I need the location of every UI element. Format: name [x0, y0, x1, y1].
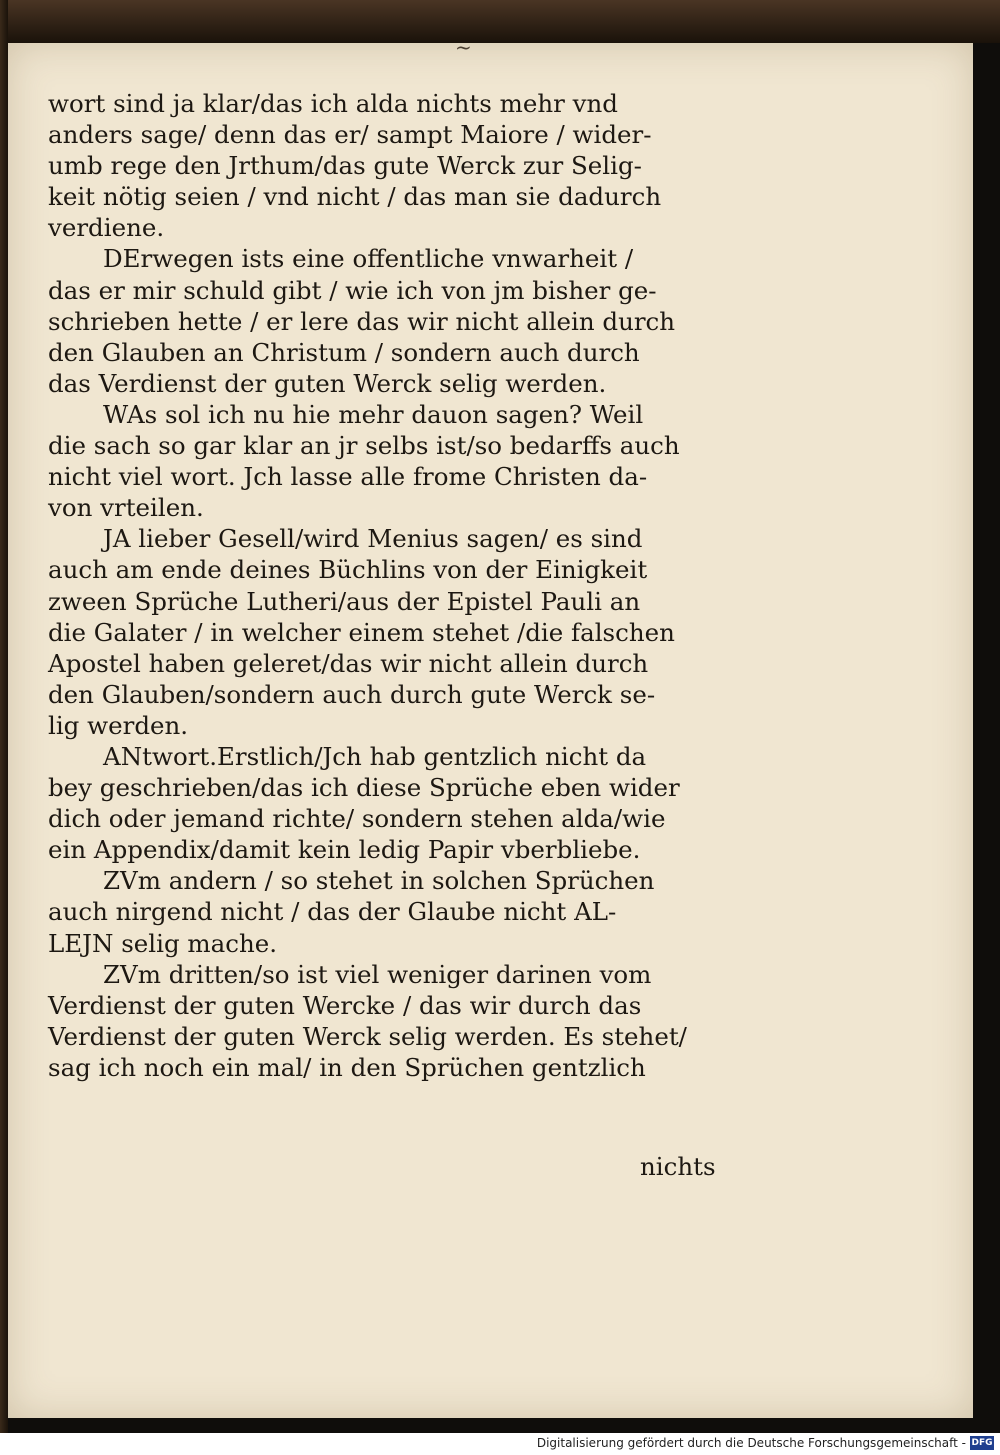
- text-line: das Verdienst der guten Werck selig werden.: [48, 368, 607, 398]
- book-top-edge: [8, 0, 1000, 43]
- text-line: den Glauben/sondern auch durch gute Werck se-: [48, 679, 656, 709]
- text-line: bey geschrieben/das ich diese Sprüche eben wider: [48, 773, 680, 803]
- text-line: das er mir schuld gibt / wie ich von jm bisher ge-: [48, 275, 657, 305]
- text-line: WAs sol ich nu hie mehr dauon sagen? Weil: [103, 399, 644, 429]
- text-line: verdiene.: [48, 213, 165, 243]
- text-line: die sach so gar klar an jr selbs ist/so bedarffs auch: [48, 431, 680, 461]
- text-line: ZVm dritten/so ist viel weniger darinen vom: [103, 959, 652, 989]
- text-line: sag ich noch ein mal/ in den Sprüchen gentzlich: [48, 1052, 646, 1082]
- text-line: Verdienst der guten Wercke / das wir durch das: [48, 990, 642, 1020]
- text-line: auch am ende deines Büchlins von der Einigkeit: [48, 555, 648, 585]
- text-line: lig werden.: [48, 710, 189, 740]
- footer-credit: Digitalisierung gefördert durch die Deutsche Forschungsgemeinschaft -: [536, 1436, 966, 1450]
- text-line: JA lieber Gesell/wird Menius sagen/ es sind: [103, 524, 643, 554]
- page-text-block: [48, 88, 748, 1083]
- text-line: Apostel haben geleret/das wir nicht allein durch: [48, 648, 649, 678]
- text-line: LEJN selig mache.: [48, 928, 278, 958]
- text-line: den Glauben an Christum / sondern auch durch: [48, 337, 640, 367]
- text-line: die Galater / in welcher einem stehet /die falschen: [48, 617, 675, 647]
- text-line: umb rege den Jrthum/das gute Werck zur Selig-: [48, 151, 642, 181]
- text-line: keit nötig seien / vnd nicht / das man sie dadurch: [48, 182, 662, 212]
- text-line: ANtwort.Erstlich/Jch hab gentzlich nicht da: [103, 741, 647, 771]
- text-line: ein Appendix/damit kein ledig Papir vberbliebe.: [48, 835, 641, 865]
- dfg-logo: DFG: [971, 1438, 993, 1448]
- text-line: auch nirgend nicht / das der Glaube nicht AL-: [48, 897, 617, 927]
- text-line: wort sind ja klar/das ich alda nichts mehr vnd: [48, 89, 618, 118]
- book-spine: [0, 0, 8, 1455]
- page-head-mark: ~: [455, 35, 472, 59]
- catchword: nichts: [640, 1152, 716, 1181]
- text-line: von vrteilen.: [48, 493, 204, 523]
- text-line: Verdienst der guten Werck selig werden. Es stehet/: [48, 1021, 687, 1051]
- text-line: nicht viel wort. Jch lasse alle frome Christen da-: [48, 462, 648, 492]
- text-line: schrieben hette / er lere das wir nicht allein durch: [48, 306, 676, 336]
- text-line: dich oder jemand richte/ sondern stehen alda/wie: [48, 804, 666, 834]
- text-line: DErwegen ists eine offentliche vnwarheit /: [103, 244, 634, 274]
- text-line: zween Sprüche Lutheri/aus der Epistel Pauli an: [48, 586, 641, 616]
- text-line: anders sage/ denn das er/ sampt Maiore / wider-: [48, 120, 652, 150]
- text-line: ZVm andern / so stehet in solchen Sprüchen: [103, 866, 655, 896]
